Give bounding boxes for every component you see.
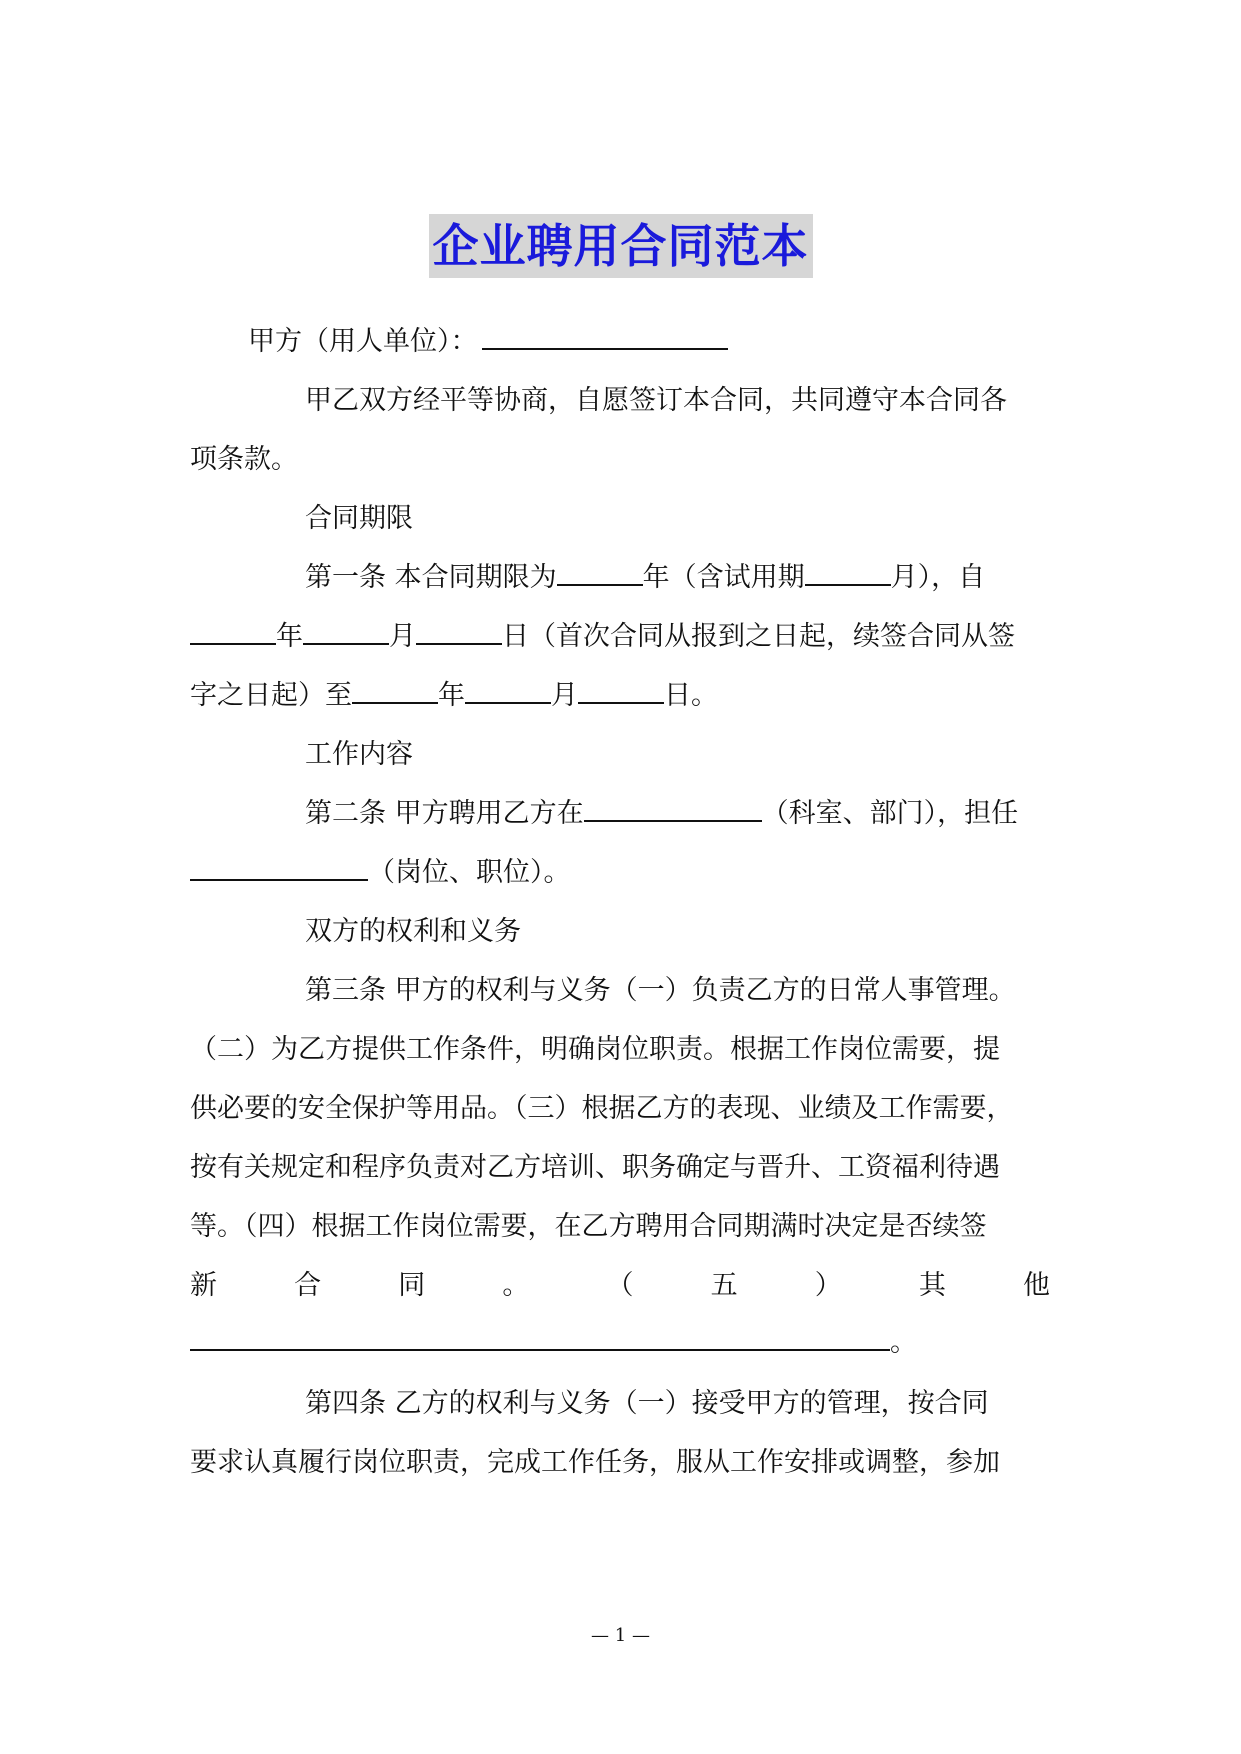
article-4-line-1: 第四条 乙方的权利与义务（一）接受甲方的管理，按合同 <box>305 1388 989 1419</box>
article-3-line-6 <box>190 1266 1050 1306</box>
article-4-line-2: 要求认真履行岗位职责，完成工作任务，服从工作安排或调整，参加 <box>190 1447 1000 1478</box>
article-1-text: 月 <box>551 680 578 711</box>
article-1-text: 年（含试用期 <box>642 562 805 593</box>
article-1-text: 年 <box>276 621 303 652</box>
article-1-text: 字之日起）至 <box>190 680 352 711</box>
section-term-heading: 合同期限 <box>305 503 413 534</box>
document-title: 企业聘用合同范本 <box>429 214 813 278</box>
article-1-line-1 <box>305 558 1050 598</box>
article-3-line-2: （二）为乙方提供工作条件，明确岗位职责。根据工作岗位需要，提 <box>190 1034 1000 1065</box>
justified-char: （ <box>606 1270 634 1301</box>
article-2-text: （岗位、职位）。 <box>368 857 571 888</box>
term-years-blank[interactable] <box>557 558 643 586</box>
article-1-text: 第一条 本合同期限为 <box>305 562 557 593</box>
page-number: — 1 — <box>591 1625 650 1646</box>
article-3-text: 。 <box>890 1327 917 1358</box>
article-2-text: （科室、部门），担任 <box>761 798 1019 829</box>
section-rights-heading: 双方的权利和义务 <box>305 916 521 947</box>
justified-char: 五 <box>710 1270 738 1301</box>
justified-char: 。 <box>502 1270 530 1301</box>
article-1-line-2 <box>190 617 1050 657</box>
article-1-text: 月），自 <box>890 562 986 593</box>
party-a-line <box>248 322 1108 362</box>
justified-char: 他 <box>1023 1270 1050 1301</box>
article-3-line-4: 按有关规定和程序负责对乙方培训、职务确定与晋升、工资福利待遇 <box>190 1152 1000 1183</box>
position-blank[interactable] <box>190 853 368 881</box>
article-3-line-1: 第三条 甲方的权利与义务（一）负责乙方的日常人事管理。 <box>305 975 1016 1006</box>
article-1-text: 年 <box>438 680 465 711</box>
party-a-blank[interactable] <box>482 322 728 350</box>
other-terms-blank[interactable] <box>190 1323 890 1351</box>
justified-char: 同 <box>398 1270 426 1301</box>
article-3-line-7 <box>190 1323 1050 1363</box>
article-1-text: 月 <box>389 621 416 652</box>
article-1-line-3 <box>190 676 1050 716</box>
justified-char: 新 <box>190 1270 217 1301</box>
article-2-line-1 <box>305 794 1050 834</box>
department-blank[interactable] <box>584 794 762 822</box>
party-a-label: 甲方（用人单位）： <box>248 326 478 357</box>
section-work-heading: 工作内容 <box>305 739 413 770</box>
justified-char: 合 <box>294 1270 322 1301</box>
start-day-blank[interactable] <box>416 617 502 645</box>
end-day-blank[interactable] <box>578 676 664 704</box>
justified-char: ） <box>814 1270 842 1301</box>
article-2-line-2 <box>190 853 1050 893</box>
article-3-line-5: 等。（四）根据工作岗位需要，在乙方聘用合同期满时决定是否续签 <box>190 1211 987 1242</box>
article-1-text: 日（首次合同从报到之日起，续签合同从签 <box>502 621 1015 652</box>
intro-line-2: 项条款。 <box>190 444 298 475</box>
intro-line-1: 甲乙双方经平等协商，自愿签订本合同，共同遵守本合同各 <box>305 385 1007 416</box>
end-year-blank[interactable] <box>352 676 438 704</box>
end-month-blank[interactable] <box>465 676 551 704</box>
title-wrap <box>0 214 1241 278</box>
start-year-blank[interactable] <box>190 617 276 645</box>
start-month-blank[interactable] <box>303 617 389 645</box>
probation-months-blank[interactable] <box>805 558 891 586</box>
article-3-line-3: 供必要的安全保护等用品。（三）根据乙方的表现、业绩及工作需要， <box>190 1093 1014 1124</box>
justified-char: 其 <box>918 1270 946 1301</box>
article-2-text: 第二条 甲方聘用乙方在 <box>305 798 584 829</box>
article-1-text: 日。 <box>664 680 718 711</box>
